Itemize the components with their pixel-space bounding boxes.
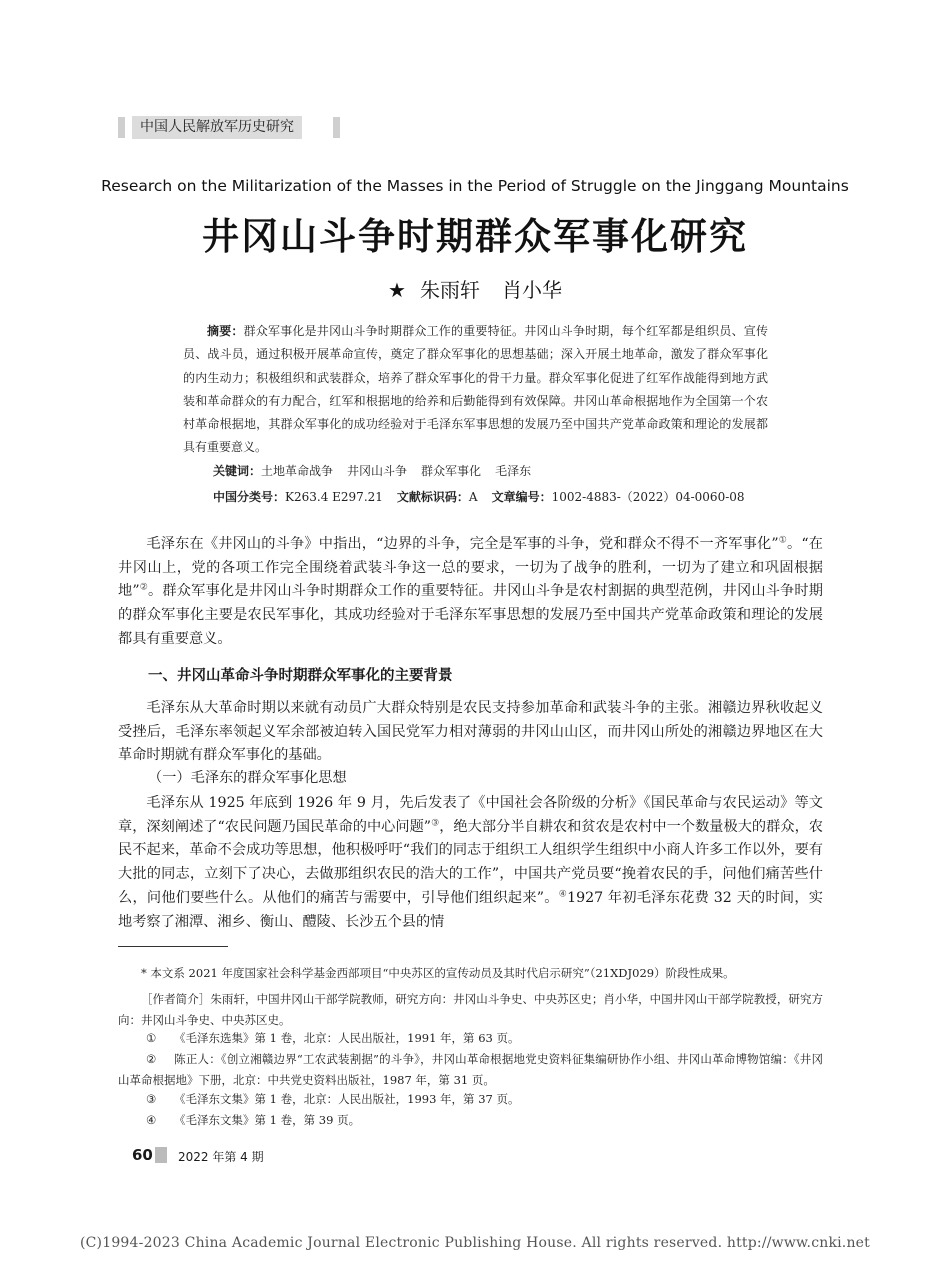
- doc-code-value: A: [468, 490, 478, 504]
- paragraph-text: 毛泽东在《井冈山的斗争》中指出，“边界的斗争，完全是军事的斗争，党和群众不得不一齐军事化”: [146, 536, 779, 552]
- column-tag: 中国人民解放军历史研究: [132, 116, 302, 139]
- doc-code-label: 文献标识码：: [396, 490, 469, 504]
- footnote-number: ①: [146, 1031, 157, 1045]
- footnote-funding: * 本文系 2021 年度国家社会科学基金西部项目“中央苏区的宣传动员及其时代启示研究”（21XDJ029）阶段性成果。: [141, 966, 735, 980]
- footnote: [118, 1049, 823, 1090]
- footnote-text: 《毛泽东文集》第 1 卷，第 39 页。: [174, 1113, 361, 1127]
- body-paragraph: 毛泽东从大革命时期以来就有动员广大群众特别是农民支持参加革命和武装斗争的主张。湘赣边界秋收起义受挫后，毛泽东率领起义军余部被迫转入国民党军力相对薄弱的井冈山山区，而井冈山所处的湘赣边界地区在大革命时期就有群众军事化的基础。: [118, 700, 823, 764]
- paragraph-text: 1927 年初毛泽东花费 32 天的时间，实地考察了湘潭、湘乡、衡山、醴陵、长沙五个县的情: [118, 889, 823, 930]
- author-name: 朱雨轩: [419, 278, 480, 302]
- authors: [0, 274, 950, 303]
- page-marker: [155, 1147, 167, 1163]
- footnote-ref: ③: [431, 817, 440, 828]
- footnote-text: 陈正人：《创立湘赣边界“工农武装割据”的斗争》，井冈山革命根据地党史资料征集编研协作小组、井冈山革命博物馆编：《井冈山革命根据地》下册，北京：中共党史资料出版社，1987 年，第 31 页。: [118, 1052, 823, 1087]
- class-label: 中国分类号：: [213, 490, 286, 504]
- footnote-ref: ①: [778, 535, 788, 546]
- paragraph-text: 。“在井冈山上，党的各项工作完全围绕着武装斗争这一总的要求，一切为了战争的胜利，一切为了建立和巩固根据地”: [118, 536, 823, 600]
- footnote-ref: ②: [139, 582, 149, 593]
- issue-label: 2022 年第 4 期: [178, 1150, 264, 1164]
- keyword: 毛泽东: [495, 464, 532, 478]
- footnote: [118, 1089, 823, 1110]
- footnote-text: 《毛泽东选集》第 1 卷，北京：人民出版社，1991 年，第 63 页。: [174, 1031, 520, 1045]
- star-icon: ★: [388, 278, 406, 302]
- author-bio-label: ［作者简介］: [141, 992, 211, 1006]
- title-chinese: 井冈山斗争时期群众军事化研究: [202, 214, 748, 258]
- abstract-text: 群众军事化是井冈山斗争时期群众工作的重要特征。井冈山斗争时期，每个红军都是组织员、宣传员、战斗员，通过积极开展革命宣传，奠定了群众军事化的思想基础；深入开展土地革命，激发了群众军事化的内生动力；积极组织和武装群众，培养了群众军事化的骨干力量。群众军事化促进了红军作战能得到地方武装和革命群众的有力配合，红军和根据地的给养和后勤能得到有效保障。井冈山革命根据地作为全国第一个农村革命根据地，其群众军事化的成功经验对于毛泽东军事思想的发展乃至中国共产党革命政策和理论的发展都具有重要意义。: [183, 324, 768, 455]
- paragraph-text: 。群众军事化是井冈山斗争时期群众工作的重要特征。井冈山斗争是农村割据的典型范例，井冈山斗争时期的群众军事化主要是农民军事化，其成功经验对于毛泽东军事思想的发展乃至中国共产党革命政策和理论的发展都具有重要意义。: [118, 583, 823, 647]
- keyword: 土地革命战争: [261, 464, 334, 478]
- subsection-heading: （一）毛泽东的群众军事化思想: [148, 770, 347, 786]
- paragraph-text: ，绝大部分半自耕农和贫农是农村中一个数量极大的群众，农民不起来，革命不会成功等思想，他积极呼吁“我们的同志于组织工人组织学生组织中小商人许多工作以外，要有大批的同志，立刻下了决心，去做那组织农民的浩大的工作”，中国共产党员要“挽着农民的手，问他们痛苦些什么，问他们要些什么。从他们的痛苦与需要中，引导他们组织起来”。: [118, 818, 823, 906]
- abstract: [183, 320, 768, 460]
- paragraph-text: 毛泽东从 1925 年底到 1926 年 9 月，先后发表了《中国社会各阶级的分析》《国民革命与农民运动》等文章，深刻阐述了“农民问题乃国民革命的中心问题”: [118, 795, 823, 835]
- class-value: K263.4 E297.21: [285, 490, 383, 504]
- footnote: [118, 1028, 823, 1049]
- author-name: 肖小华: [501, 278, 562, 302]
- keywords-label: 关键词：: [213, 464, 262, 478]
- article-number-value: 1002-4883-（2022）04-0060-08: [551, 490, 745, 504]
- footnote-number: ③: [146, 1092, 157, 1106]
- header-bar-right: [333, 117, 340, 138]
- footnote: [118, 1110, 823, 1131]
- abstract-label: 摘要：: [207, 324, 244, 338]
- footnote-divider: [118, 946, 228, 947]
- footnote-number: ②: [146, 1052, 157, 1066]
- footnote-text: 《毛泽东文集》第 1 卷，北京：人民出版社，1993 年，第 37 页。: [174, 1092, 520, 1106]
- footnote-author-bio: [118, 989, 823, 1030]
- title-english: Research on the Militarization of the Masses in the Period of Struggle on the Jinggang Mountains: [101, 177, 849, 195]
- keyword: 井冈山斗争: [347, 464, 408, 478]
- page-number: 60: [132, 1146, 153, 1164]
- keyword: 群众军事化: [421, 464, 482, 478]
- body-paragraph: [118, 792, 823, 934]
- author-bio-text: 朱雨轩，中国井冈山干部学院教师，研究方向：井冈山斗争史、中央苏区史；肖小华，中国井冈山干部学院教授，研究方向：井冈山斗争史、中央苏区史。: [118, 992, 824, 1027]
- classification-line: [213, 488, 745, 505]
- article-number-label: 文章编号：: [491, 490, 552, 504]
- keywords: [213, 462, 531, 479]
- footnote-ref: ④: [558, 889, 568, 900]
- section-heading: 一、井冈山革命斗争时期群众军事化的主要背景: [148, 668, 453, 684]
- body-paragraph: [118, 533, 823, 652]
- footnote-number: ④: [146, 1113, 157, 1127]
- copyright-line: (C)1994-2023 China Academic Journal Electronic Publishing House. All rights reserved. http://www.cnki.net: [79, 1235, 870, 1251]
- header-bar-left: [118, 117, 125, 138]
